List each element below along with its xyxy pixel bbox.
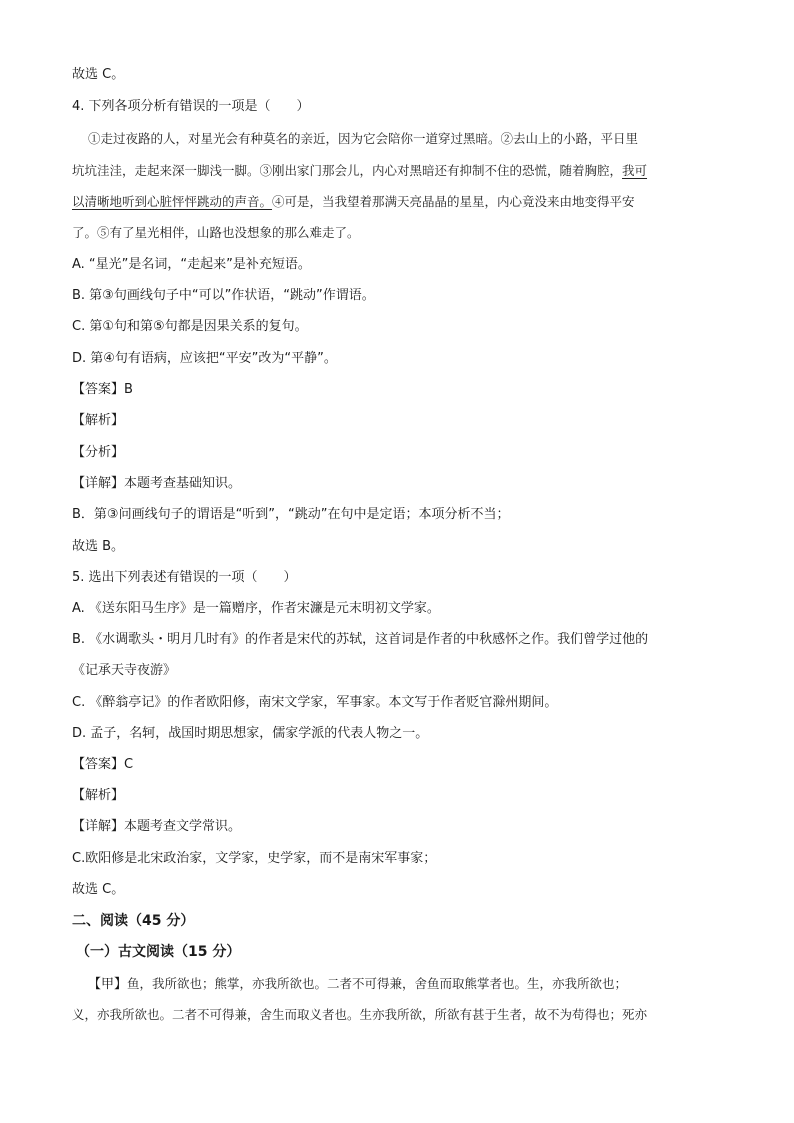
section-heading: 二、阅读（45 分） xyxy=(72,913,195,929)
classical-passage-line-1: 【甲】鱼，我所欲也；熊掌，亦我所欲也。二者不可得兼，舍鱼而取熊掌者也。生，亦我所欲也； xyxy=(88,976,628,992)
question-4-option-c: C. 第①句和第⑤句都是因果关系的复句。 xyxy=(72,319,308,334)
underlined-sentence: 以清晰地听到心脏怦怦跳动的声音。 xyxy=(72,194,273,209)
choice-conclusion: 故选 C。 xyxy=(72,67,125,82)
question-5-option-c: C. 《醉翁亭记》的作者欧阳修，南宋文学家，军事家。本文写于作者贬官滁州期间。 xyxy=(72,695,558,710)
detail-explanation: C.欧阳修是北宋政治家，文学家，史学家，而不是南宋军事家； xyxy=(72,851,437,866)
subsection-heading: （一）古文阅读（15 分） xyxy=(76,944,241,960)
choice-conclusion: 故选 B。 xyxy=(72,539,125,554)
question-5-stem: 5. 选出下列表述有错误的一项（ ） xyxy=(72,570,297,585)
detail-line: 【详解】本题考查基础知识。 xyxy=(72,476,242,491)
passage-line-4: 了。⑤有了星光相伴，山路也没想象的那么难走了。 xyxy=(72,225,360,240)
underlined-sentence: 我可 xyxy=(622,163,648,178)
question-5-option-b: B. 《水调歌头・明月几时有》的作者是宋代的苏轼，这首词是作者的中秋感怀之作。我们曾学过他的 xyxy=(72,632,649,647)
question-4-stem: 4. 下列各项分析有错误的一项是（ ） xyxy=(72,99,310,114)
detail-line: 【详解】本题考查文学常识。 xyxy=(72,819,242,834)
answer-line: 【答案】C xyxy=(72,757,134,772)
passage-line-2: 坑坑洼洼，走起来深一脚浅一脚。③刚出家门那会儿，内心对黑暗还有抑制不住的恐慌，随着胸腔，我可 xyxy=(72,163,648,178)
choice-conclusion: 故选 C。 xyxy=(72,882,125,897)
answer-line: 【答案】B xyxy=(72,382,133,397)
question-5-option-d: D. 孟子，名轲，战国时期思想家，儒家学派的代表人物之一。 xyxy=(72,726,429,741)
passage-line-1: ①走过夜路的人，对星光会有种莫名的亲近，因为它会陪你一道穿过黑暗。②去山上的小路，平日里 xyxy=(88,131,639,146)
question-5-option-b-cont: 《记承天寺夜游》 xyxy=(72,663,177,678)
analysis-sub-label: 【分析】 xyxy=(72,445,125,460)
question-4-option-b: B. 第③句画线句子中“可以”作状语，“跳动”作谓语。 xyxy=(72,288,375,303)
analysis-label: 【解析】 xyxy=(72,413,125,428)
question-4-option-d: D. 第④句有语病，应该把“平安”改为“平静”。 xyxy=(72,351,337,366)
analysis-label: 【解析】 xyxy=(72,788,125,803)
question-4-option-a: A. “星光”是名词，“走起来”是补充短语。 xyxy=(72,257,311,272)
detail-explanation: B．第③问画线句子的谓语是“听到”，“跳动”在句中是定语；本项分析不当； xyxy=(72,507,510,522)
question-5-option-a: A. 《送东阳马生序》是一篇赠序，作者宋濂是元末明初文学家。 xyxy=(72,601,440,616)
classical-passage-line-2: 义，亦我所欲也。二者不可得兼，舍生而取义者也。生亦我所欲，所欲有甚于生者，故不为苟得也；死亦 xyxy=(72,1007,648,1022)
passage-line-3: 以清晰地听到心脏怦怦跳动的声音。④可是，当我望着那满天亮晶晶的星星，内心竟没来由地变得平安 xyxy=(72,194,635,209)
